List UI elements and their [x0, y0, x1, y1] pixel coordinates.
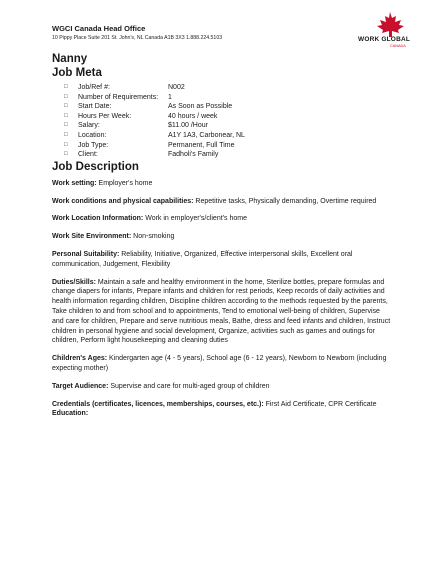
meta-row-salary: [52, 121, 392, 131]
work-site-environment: [52, 232, 392, 242]
meta-value: A1Y 1A3, Carbonear, NL: [168, 131, 245, 139]
work-setting: [52, 179, 392, 189]
work-conditions: [52, 197, 392, 207]
meta-row-job-type: [52, 141, 392, 151]
work-setting-text: Employer's home: [96, 179, 153, 187]
job-meta-list: [52, 83, 392, 160]
bullet-icon: □: [64, 122, 68, 129]
personal-suitability-label: Personal Suitability:: [52, 250, 120, 258]
meta-label: Salary:: [78, 122, 100, 130]
work-setting-label: Work setting:: [52, 179, 97, 187]
credentials-text: First Aid Certificate, CPR Certificate: [263, 400, 377, 408]
personal-suitability-text: Reliability, Initiative, Organized, Effective interpersonal skills, Excellent oral communication, Judgement, Flexibility: [52, 250, 353, 268]
credentials-label: Credentials (certificates, licences, memberships, courses, etc.):: [52, 400, 264, 408]
meta-label: Number of Requirements:: [78, 93, 159, 101]
duties-skills: [52, 278, 392, 347]
office-title: WGCI Canada Head Office: [52, 24, 146, 33]
meta-label: Client:: [78, 151, 98, 159]
meta-row-start-date: [52, 102, 392, 112]
work-location-label: Work Location Information:: [52, 215, 144, 223]
work-site-label: Work Site Environment:: [52, 233, 132, 241]
meta-row-client: [52, 150, 392, 160]
meta-value: As Soon as Possible: [168, 103, 233, 111]
bullet-icon: □: [64, 93, 68, 100]
bullet-icon: □: [64, 141, 68, 148]
meta-value: Fadholi's Family: [168, 151, 219, 159]
duties-text: Maintain a safe and healthy environment in the home, Sterilize bottles, prepare formulas and change diapers for infants, Prepare infants and children for rest periods, Keep records of daily activities and health information regarding children, Discipline children according to the methods requested by the parents, Take children to and from school and to appointments, Tend to emotional well-being of children, Supervise and care for children, Prepare and serve nutritious meals, Bathe, dress and feed infants and children, Instruct children in personal hygiene and social development, Organize, activities such as games and outings for children, Perform light housekeeping and cleaning duties: [52, 278, 391, 345]
meta-value: 1: [168, 93, 172, 101]
meta-row-hours: [52, 112, 392, 122]
meta-value: Permanent, Full Time: [168, 141, 235, 149]
meta-row-requirements: [52, 93, 392, 103]
logo-text: WORK GLOBAL: [358, 36, 411, 43]
bullet-icon: □: [64, 112, 68, 119]
job-title: Nanny: [52, 53, 88, 65]
bullet-icon: □: [64, 151, 68, 158]
meta-value: 40 hours / week: [168, 112, 218, 120]
bullet-icon: □: [64, 103, 68, 110]
duties-label: Duties/Skills:: [52, 278, 96, 286]
bullet-icon: □: [64, 84, 68, 90]
meta-value: $11.00 /Hour: [168, 122, 208, 130]
logo-subtext: CANADA: [390, 44, 406, 48]
meta-label: Job Type:: [78, 141, 109, 149]
education: [52, 409, 392, 419]
childrens-ages: [52, 354, 392, 374]
meta-value: N002: [168, 84, 185, 91]
meta-label: Start Date:: [78, 103, 112, 111]
childrens-ages-label: Children's Ages:: [52, 355, 108, 363]
personal-suitability: [52, 250, 392, 270]
bullet-icon: □: [64, 131, 68, 138]
meta-row-ref: [52, 83, 392, 93]
meta-row-location: [52, 131, 392, 141]
education-label: Education:: [52, 410, 89, 418]
work-site-text: Non-smoking: [131, 233, 175, 241]
work-conditions-label: Work conditions and physical capabilities:: [52, 197, 194, 205]
work-location-text: Work in employer's/client's home: [143, 215, 247, 223]
office-address: 10 Pippy Place Suite 201 St. John's, NL Canada A1B 3X3 1.888.224.5103: [52, 35, 223, 41]
meta-label: Hours Per Week:: [78, 112, 132, 120]
job-description-heading: Job Description: [52, 160, 139, 173]
target-audience: [52, 382, 392, 392]
meta-label: Location:: [78, 131, 107, 139]
work-location: [52, 214, 392, 224]
target-audience-label: Target Audience:: [52, 382, 109, 390]
childrens-ages-text: Kindergarten age (4 - 5 years), School age (6 - 12 years), Newborn to Newborn (including expecting mother): [52, 355, 387, 372]
meta-label: Job/Ref #:: [78, 84, 110, 91]
job-meta-heading: Job Meta: [52, 67, 102, 79]
credentials: [52, 400, 392, 410]
document-page: [52, 24, 392, 419]
target-audience-text: Supervise and care for multi-aged group of children: [108, 382, 270, 390]
work-conditions-text: Repetitive tasks, Physically demanding, Overtime required: [193, 197, 377, 205]
